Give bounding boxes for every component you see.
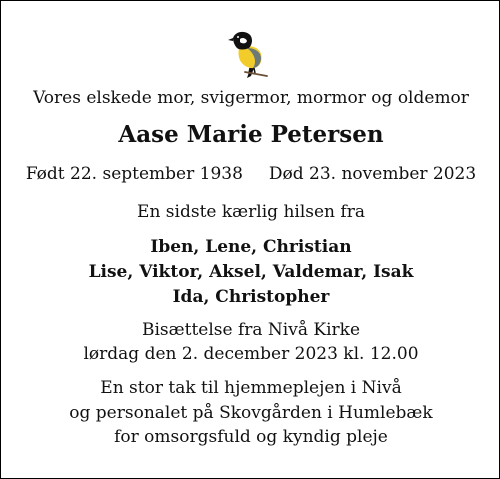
family-line: Lise, Viktor, Aksel, Valdemar, Isak — [88, 262, 414, 282]
family-line: Ida, Christopher — [172, 287, 330, 307]
funeral-line: lørdag den 2. december 2023 kl. 12.00 — [83, 344, 419, 364]
deceased-name: Aase Marie Petersen — [118, 121, 384, 148]
death-date: Død 23. november 2023 — [268, 164, 477, 184]
birth-date: Født 22. september 1938 — [25, 164, 243, 184]
great-tit-bird-icon — [227, 26, 279, 80]
thanks-line: og personalet på Skovgården i Humlebæk — [69, 403, 433, 423]
greeting-line: En sidste kærlig hilsen fra — [137, 202, 365, 222]
thanks-line: En stor tak til hjemmeplejen i Nivå — [100, 378, 402, 398]
funeral-line: Bisættelse fra Nivå Kirke — [141, 320, 361, 340]
thanks-line: for omsorgsfuld og kyndig pleje — [114, 427, 388, 447]
family-line: Iben, Lene, Christian — [150, 237, 352, 257]
dates-line — [1, 164, 500, 184]
intro-line: Vores elskede mor, svigermor, mormor og oldemor — [33, 88, 469, 108]
